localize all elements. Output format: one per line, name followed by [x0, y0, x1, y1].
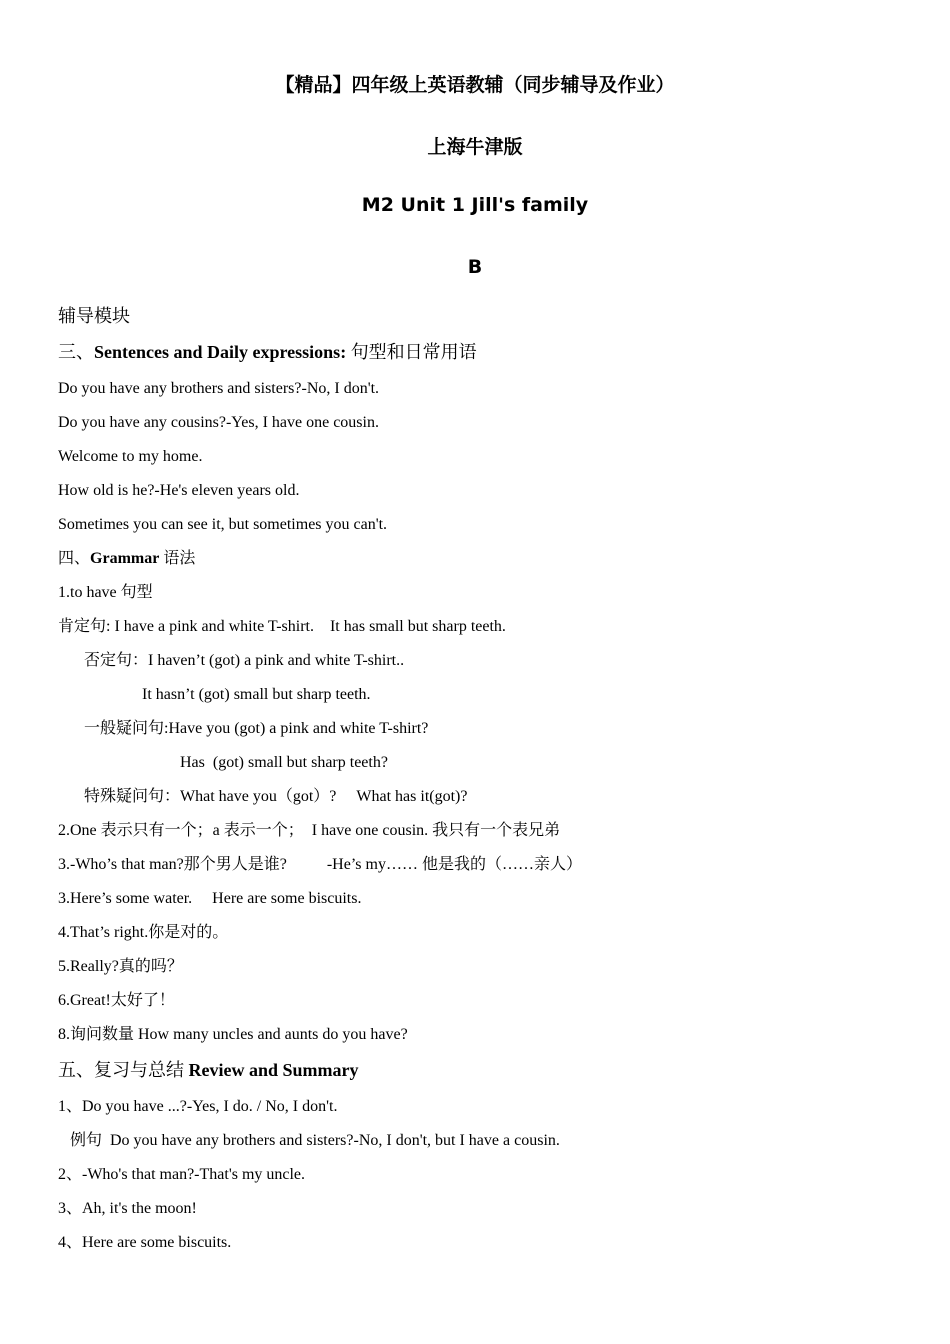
section3-line: Sometimes you can see it, but sometimes you can't. [58, 516, 388, 533]
section4-heading [58, 549, 195, 569]
section3-heading-en: Sentences and Daily expressions: [94, 342, 347, 362]
unit-title: M2 Unit 1 Jill's family [361, 194, 589, 216]
summary-line: 2、-Who's that man?-That's my uncle. [58, 1166, 306, 1183]
grammar-line: 3.Here’s some water. Here are some biscuits. [58, 890, 362, 907]
grammar-line: 特殊疑问句：What have you（got）? What has it(got)? [84, 788, 468, 805]
grammar-line: 3.-Who’s that man?那个男人是谁? -He’s my…… 他是我的（……亲人） [58, 856, 582, 873]
grammar-line: 否定句：I haven’t (got) a pink and white T-shirt.. [84, 652, 405, 669]
document-title: 【精品】四年级上英语教辅（同步辅导及作业） [275, 74, 675, 96]
summary-line: 4、Here are some biscuits. [58, 1234, 232, 1251]
summary-line: 3、Ah, it's the moon! [58, 1200, 197, 1217]
grammar-line: Has (got) small but sharp teeth? [180, 754, 388, 771]
grammar-line: 4.That’s right.你是对的。 [58, 924, 229, 941]
section4-prefix: 四、 [58, 550, 91, 567]
grammar-line: 一般疑问句:Have you (got) a pink and white T-shirt? [84, 720, 429, 737]
module-heading: 辅导模块 [58, 306, 130, 326]
level-title: B [467, 256, 483, 278]
grammar-line: 8.询问数量 How many uncles and aunts do you have? [58, 1026, 408, 1043]
section3-line: Do you have any brothers and sisters?-No, I don't. [58, 380, 380, 397]
summary-line: 例句 Do you have any brothers and sisters?-No, I don't, but I have a cousin. [70, 1132, 560, 1149]
grammar-line: It hasn’t (got) small but sharp teeth. [142, 686, 371, 703]
grammar-line: 5.Really?真的吗？ [58, 958, 183, 975]
summary-line: 1、Do you have ...?-Yes, I do. / No, I don't. [58, 1098, 338, 1115]
section3-heading-cn: 句型和日常用语 [346, 342, 477, 362]
grammar-line: 肯定句: I have a pink and white T-shirt. It has small but sharp teeth. [58, 618, 506, 635]
section5-heading-en: Review and Summary [188, 1060, 359, 1080]
section3-prefix: 三、 [58, 342, 94, 362]
section4-heading-en: Grammar [90, 550, 160, 567]
section3-line: How old is he?-He's eleven years old. [58, 482, 300, 499]
grammar-line: 1.to have 句型 [58, 584, 153, 601]
edition-title: 上海牛津版 [427, 136, 523, 158]
section4-heading-cn: 语法 [159, 550, 196, 567]
section3-line: Welcome to my home. [58, 448, 203, 465]
section5-heading [58, 1060, 359, 1080]
grammar-line: 2.One 表示只有一个；a 表示一个； I have one cousin. 我只有一个表兄弟 [58, 822, 561, 839]
section5-prefix: 五、复习与总结 [58, 1060, 189, 1080]
section3-line: Do you have any cousins?-Yes, I have one cousin. [58, 414, 379, 431]
section3-heading [58, 342, 477, 362]
grammar-line: 6.Great!太好了！ [58, 992, 175, 1009]
